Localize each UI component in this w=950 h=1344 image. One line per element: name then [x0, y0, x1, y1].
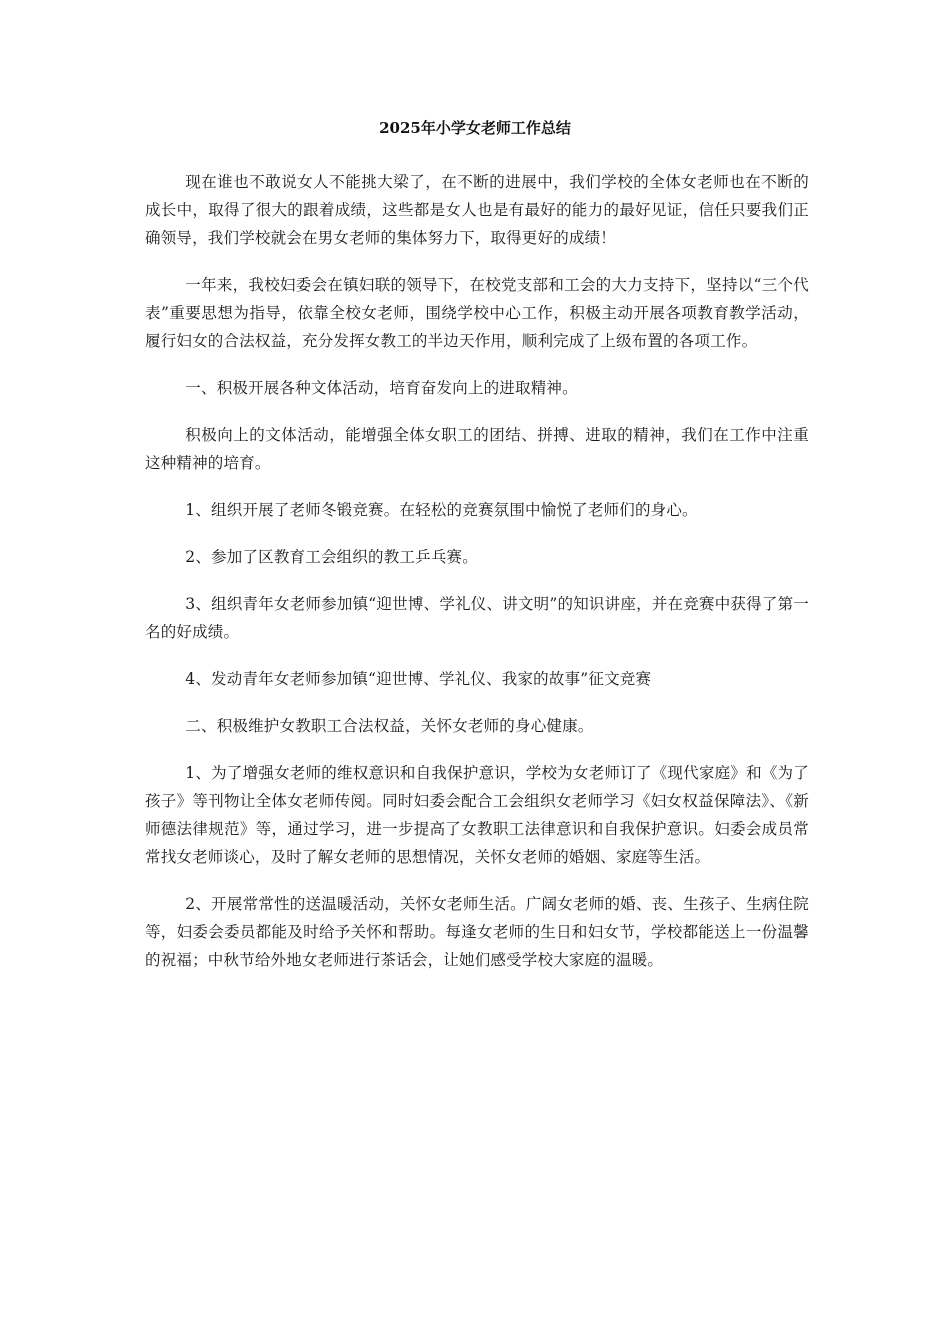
- list-item-1-4: 4、发动青年女老师参加镇“迎世博、学礼仪、我家的故事”征文竞赛: [185, 670, 652, 688]
- section-heading-2: 二、积极维护女教职工合法权益，关怀女老师的身心健康。: [185, 717, 594, 735]
- document-title: 2025年小学女老师工作总结: [379, 119, 571, 137]
- list-item-1-3: 3、组织青年女老师参加镇“迎世博、学礼仪、讲文明”的知识讲座，并在竞赛中获得了第一名的好成绩。: [145, 595, 809, 641]
- document-body: [145, 168, 809, 993]
- list-item-2-2: 2、开展常常性的送温暖活动，关怀女老师生活。广阔女老师的婚、丧、生孩子、生病住院等，妇委会委员都能及时给予关怀和帮助。每逢女老师的生日和妇女节，学校都能送上一份温馨的祝福；中秋节给外地女老师进行茶话会，让她们感受学校大家庭的温暖。: [145, 895, 809, 969]
- list-item-1-2: 2、参加了区教育工会组织的教工乒乓赛。: [185, 548, 478, 566]
- section-heading-1: 一、积极开展各种文体活动，培育奋发向上的进取精神。: [185, 379, 578, 397]
- paragraph-overview: 一年来，我校妇委会在镇妇联的领导下，在校党支部和工会的大力支持下，坚持以“三个代表”重要思想为指导，依靠全校女老师，围绕学校中心工作，积极主动开展各项教育教学活动，履行妇女的合法权益，充分发挥女教工的半边天作用，顺利完成了上级布置的各项工作。: [145, 276, 809, 350]
- paragraph-intro: 现在谁也不敢说女人不能挑大梁了，在不断的进展中，我们学校的全体女老师也在不断的成长中，取得了很大的跟着成绩，这些都是女人也是有最好的能力的最好见证，信任只要我们正确领导，我们学校就会在男女老师的集体努力下，取得更好的成绩！: [145, 173, 809, 247]
- list-item-2-1: 1、为了增强女老师的维权意识和自我保护意识，学校为女老师订了《现代家庭》和《为了孩子》等刊物让全体女老师传阅。同时妇委会配合工会组织女老师学习《妇女权益保障法》、《新师德法律规范》等，通过学习，进一步提高了女教职工法律意识和自我保护意识。妇委会成员常常找女老师谈心，及时了解女老师的思想情况，关怀女老师的婚姻、家庭等生活。: [145, 764, 809, 866]
- list-item-1-1: 1、组织开展了老师冬锻竞赛。在轻松的竞赛氛围中愉悦了老师们的身心。: [185, 501, 698, 519]
- paragraph-section-1-intro: 积极向上的文体活动，能增强全体女职工的团结、拼搏、进取的精神，我们在工作中注重这种精神的培育。: [145, 426, 809, 472]
